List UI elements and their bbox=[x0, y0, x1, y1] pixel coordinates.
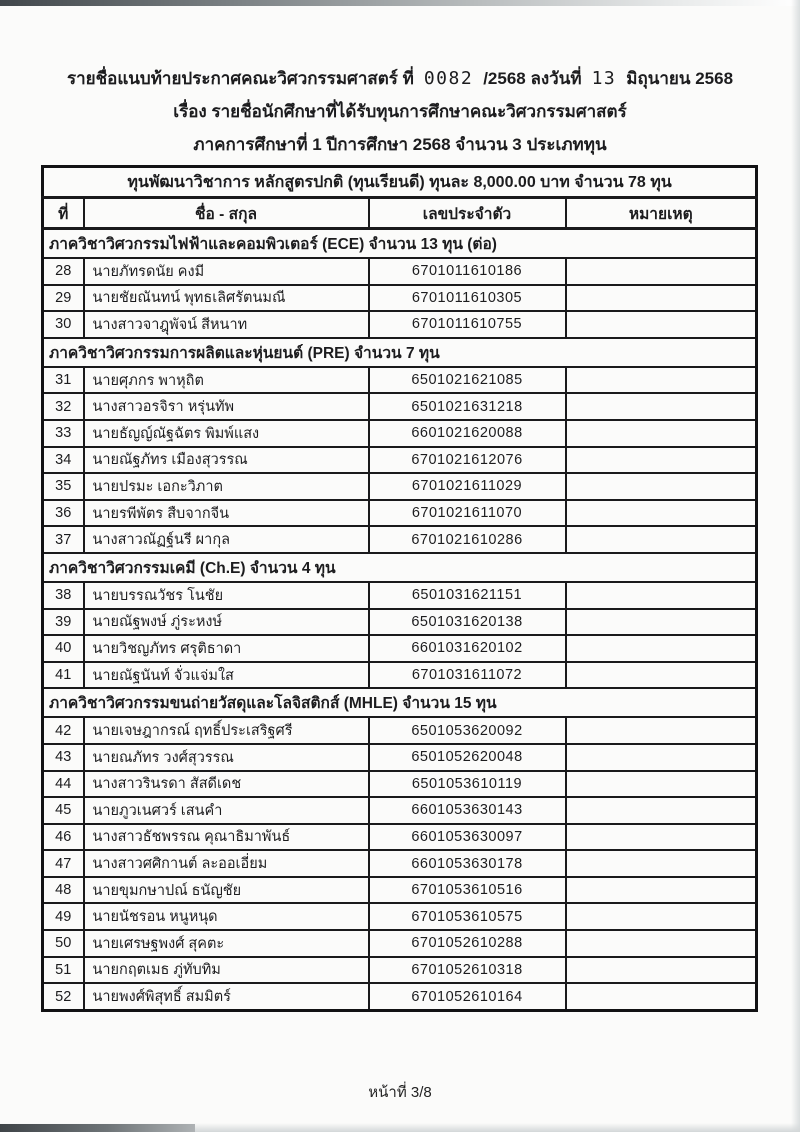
student-name-cell: นางสาวศศิกานต์ ละออเอี่ยม bbox=[84, 850, 369, 877]
section-title: ภาควิชาวิศวกรรมการผลิตและหุ่นยนต์ (PRE) จำนวน 7 ทุน bbox=[43, 338, 757, 367]
table-banner-row bbox=[43, 167, 757, 198]
scholarship-banner: ทุนพัฒนาวิชาการ หลักสูตรปกติ (ทุนเรียนดี) ทุนละ 8,000.00 บาท จำนวน 78 ทุน bbox=[43, 167, 757, 198]
row-number-cell: 36 bbox=[43, 500, 84, 527]
row-number-cell: 28 bbox=[43, 258, 84, 285]
row-number-cell: 52 bbox=[43, 983, 84, 1010]
row-number-cell: 31 bbox=[43, 367, 84, 394]
student-row bbox=[43, 393, 757, 420]
title-line-3: ภาคการศึกษาที่ 1 ปีการศึกษา 2568 จำนวน 3 ประเภททุน bbox=[193, 135, 607, 154]
student-row bbox=[43, 824, 757, 851]
student-id-cell: 6701052610288 bbox=[369, 930, 566, 957]
row-number-cell: 46 bbox=[43, 824, 84, 851]
student-row bbox=[43, 903, 757, 930]
table-header-row bbox=[43, 198, 757, 229]
title-line1-mid: /2568 ลงวันที่ bbox=[483, 69, 582, 88]
scan-artifact-top-edge bbox=[0, 0, 800, 6]
section-title: ภาควิชาวิศวกรรมไฟฟ้าและคอมพิวเตอร์ (ECE) จำนวน 13 ทุน (ต่อ) bbox=[43, 229, 757, 259]
student-row bbox=[43, 983, 757, 1010]
document-heading bbox=[0, 62, 800, 161]
remark-cell bbox=[566, 500, 757, 527]
row-number-cell: 43 bbox=[43, 744, 84, 771]
remark-cell bbox=[566, 744, 757, 771]
section-title: ภาควิชาวิศวกรรมเคมี (Ch.E) จำนวน 4 ทุน bbox=[43, 553, 757, 582]
remark-cell bbox=[566, 983, 757, 1010]
student-id-cell: 6701021611029 bbox=[369, 473, 566, 500]
remark-cell bbox=[566, 258, 757, 285]
title-line1-suffix: มิถุนายน 2568 bbox=[626, 69, 734, 88]
column-header-name: ชื่อ - สกุล bbox=[84, 198, 369, 229]
remark-cell bbox=[566, 447, 757, 474]
student-id-cell: 6701021611070 bbox=[369, 500, 566, 527]
handwritten-doc-number: 0082 bbox=[423, 68, 474, 89]
student-row bbox=[43, 850, 757, 877]
student-id-cell: 6601031620102 bbox=[369, 635, 566, 662]
student-id-cell: 6701021610286 bbox=[369, 526, 566, 553]
student-row bbox=[43, 447, 757, 474]
row-number-cell: 32 bbox=[43, 393, 84, 420]
remark-cell bbox=[566, 420, 757, 447]
page-number: หน้าที่ 3/8 bbox=[368, 1084, 432, 1101]
student-name-cell: นายเจษฎากรณ์ ฤทธิ์ประเสริฐศรี bbox=[84, 717, 369, 744]
student-row bbox=[43, 526, 757, 553]
student-row bbox=[43, 771, 757, 798]
student-id-cell: 6601053630178 bbox=[369, 850, 566, 877]
remark-cell bbox=[566, 824, 757, 851]
row-number-cell: 51 bbox=[43, 957, 84, 984]
student-row bbox=[43, 662, 757, 689]
row-number-cell: 37 bbox=[43, 526, 84, 553]
handwritten-day: 13 bbox=[591, 68, 617, 89]
student-name-cell: นายภัทรดนัย คงมี bbox=[84, 258, 369, 285]
student-id-cell: 6701052610318 bbox=[369, 957, 566, 984]
section-row bbox=[43, 553, 757, 582]
remark-cell bbox=[566, 957, 757, 984]
section-row bbox=[43, 338, 757, 367]
student-name-cell: นายกฤตเมธ ภู่ทับทิม bbox=[84, 957, 369, 984]
student-id-cell: 6501031621151 bbox=[369, 582, 566, 609]
remark-cell bbox=[566, 285, 757, 312]
student-row bbox=[43, 285, 757, 312]
student-id-cell: 6701053610575 bbox=[369, 903, 566, 930]
row-number-cell: 30 bbox=[43, 311, 84, 338]
student-id-cell: 6701021612076 bbox=[369, 447, 566, 474]
row-number-cell: 29 bbox=[43, 285, 84, 312]
row-number-cell: 44 bbox=[43, 771, 84, 798]
student-id-cell: 6501031620138 bbox=[369, 609, 566, 636]
remark-cell bbox=[566, 609, 757, 636]
section-title: ภาควิชาวิศวกรรมขนถ่ายวัสดุและโลจิสติกส์ (MHLE) จำนวน 15 ทุน bbox=[43, 688, 757, 717]
remark-cell bbox=[566, 771, 757, 798]
title-line1-prefix: รายชื่อแนบท้ายประกาศคณะวิศวกรรมศาสตร์ ที่ bbox=[66, 69, 414, 88]
student-name-cell: นายนัชรอน หนูหนุด bbox=[84, 903, 369, 930]
row-number-cell: 50 bbox=[43, 930, 84, 957]
student-row bbox=[43, 609, 757, 636]
student-name-cell: นายปรมะ เอกะวิภาต bbox=[84, 473, 369, 500]
row-number-cell: 41 bbox=[43, 662, 84, 689]
remark-cell bbox=[566, 393, 757, 420]
remark-cell bbox=[566, 367, 757, 394]
student-row bbox=[43, 473, 757, 500]
title-line-1 bbox=[0, 62, 800, 95]
student-name-cell: นายเศรษฐพงศ์ สุคตะ bbox=[84, 930, 369, 957]
remark-cell bbox=[566, 662, 757, 689]
title-line-2: เรื่อง รายชื่อนักศึกษาที่ได้รับทุนการศึกษาคณะวิศวกรรมศาสตร์ bbox=[173, 102, 627, 121]
student-row bbox=[43, 582, 757, 609]
student-row bbox=[43, 367, 757, 394]
student-id-cell: 6601053630143 bbox=[369, 797, 566, 824]
remark-cell bbox=[566, 850, 757, 877]
student-name-cell: นายวิชญภัทร ศรุติธาดา bbox=[84, 635, 369, 662]
student-name-cell: นายรพีพัตร สืบจากจีน bbox=[84, 500, 369, 527]
student-name-cell: นายณัฐภัทร เมืองสุวรรณ bbox=[84, 447, 369, 474]
student-row bbox=[43, 311, 757, 338]
student-row bbox=[43, 258, 757, 285]
student-id-cell: 6701011610305 bbox=[369, 285, 566, 312]
scan-artifact-bottom-left-bar bbox=[0, 1124, 195, 1132]
student-row bbox=[43, 957, 757, 984]
row-number-cell: 49 bbox=[43, 903, 84, 930]
section-row bbox=[43, 229, 757, 259]
student-id-cell: 6501021631218 bbox=[369, 393, 566, 420]
row-number-cell: 45 bbox=[43, 797, 84, 824]
student-name-cell: นางสาวณัฏฐ์นรี ผากุล bbox=[84, 526, 369, 553]
student-name-cell: นายบรรณวัชร โนชัย bbox=[84, 582, 369, 609]
student-row bbox=[43, 500, 757, 527]
column-header-id: เลขประจำตัว bbox=[369, 198, 566, 229]
student-name-cell: นายชัยณันทน์ พุทธเลิศรัตนมณี bbox=[84, 285, 369, 312]
row-number-cell: 48 bbox=[43, 877, 84, 904]
student-id-cell: 6701053610516 bbox=[369, 877, 566, 904]
remark-cell bbox=[566, 903, 757, 930]
student-id-cell: 6601053630097 bbox=[369, 824, 566, 851]
student-name-cell: นายณัฐนันท์ จั่วแจ่มใส bbox=[84, 662, 369, 689]
remark-cell bbox=[566, 877, 757, 904]
row-number-cell: 47 bbox=[43, 850, 84, 877]
student-name-cell: นายพงศ์พิสุทธิ์ สมมิตร์ bbox=[84, 983, 369, 1010]
student-id-cell: 6501052620048 bbox=[369, 744, 566, 771]
scholarship-table-body bbox=[43, 229, 757, 1011]
student-name-cell: นางสาวรินรดา สัสดีเดช bbox=[84, 771, 369, 798]
row-number-cell: 39 bbox=[43, 609, 84, 636]
row-number-cell: 35 bbox=[43, 473, 84, 500]
remark-cell bbox=[566, 526, 757, 553]
student-id-cell: 6701052610164 bbox=[369, 983, 566, 1010]
student-id-cell: 6701031611072 bbox=[369, 662, 566, 689]
student-row bbox=[43, 635, 757, 662]
remark-cell bbox=[566, 717, 757, 744]
row-number-cell: 42 bbox=[43, 717, 84, 744]
student-id-cell: 6701011610755 bbox=[369, 311, 566, 338]
student-row bbox=[43, 744, 757, 771]
student-row bbox=[43, 797, 757, 824]
student-id-cell: 6501021621085 bbox=[369, 367, 566, 394]
remark-cell bbox=[566, 635, 757, 662]
column-header-remark: หมายเหตุ bbox=[566, 198, 757, 229]
student-row bbox=[43, 420, 757, 447]
student-name-cell: นายภูวเนศวร์ เสนคำ bbox=[84, 797, 369, 824]
row-number-cell: 40 bbox=[43, 635, 84, 662]
student-name-cell: นายณัฐพงษ์ ภู่ระหงษ์ bbox=[84, 609, 369, 636]
student-name-cell: นายศุภกร พาหุถิต bbox=[84, 367, 369, 394]
student-row bbox=[43, 930, 757, 957]
remark-cell bbox=[566, 797, 757, 824]
student-row bbox=[43, 717, 757, 744]
remark-cell bbox=[566, 473, 757, 500]
scholarship-table bbox=[41, 165, 758, 1012]
student-name-cell: นางสาวจาฎุพัจน์ สีหนาท bbox=[84, 311, 369, 338]
row-number-cell: 33 bbox=[43, 420, 84, 447]
row-number-cell: 34 bbox=[43, 447, 84, 474]
student-row bbox=[43, 877, 757, 904]
row-number-cell: 38 bbox=[43, 582, 84, 609]
remark-cell bbox=[566, 311, 757, 338]
student-id-cell: 6701011610186 bbox=[369, 258, 566, 285]
scan-artifact-right-edge bbox=[791, 0, 800, 1132]
remark-cell bbox=[566, 582, 757, 609]
student-id-cell: 6601021620088 bbox=[369, 420, 566, 447]
student-name-cell: นายธัญญ์ณัฐฉัตร พิมพ์แสง bbox=[84, 420, 369, 447]
student-id-cell: 6501053620092 bbox=[369, 717, 566, 744]
student-name-cell: นายขุมกษาปณ์ ธนัญชัย bbox=[84, 877, 369, 904]
student-name-cell: นางสาวธัชพรรณ คุณาธิมาพันธ์ bbox=[84, 824, 369, 851]
student-name-cell: นางสาวอรจิรา หรุ่นทัพ bbox=[84, 393, 369, 420]
remark-cell bbox=[566, 930, 757, 957]
column-header-no: ที่ bbox=[43, 198, 84, 229]
student-name-cell: นายณภัทร วงศ์สุวรรณ bbox=[84, 744, 369, 771]
student-id-cell: 6501053610119 bbox=[369, 771, 566, 798]
section-row bbox=[43, 688, 757, 717]
